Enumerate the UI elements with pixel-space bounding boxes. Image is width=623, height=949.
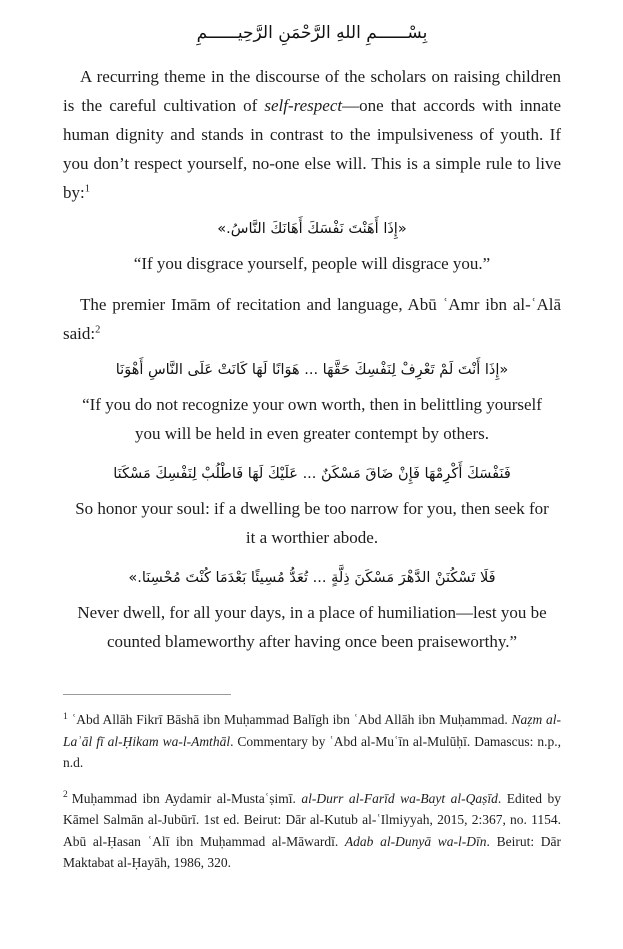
arabic-verse-2: فَنَفْسَكَ أَكْرِمْهَا فَإِنْ ضَاقَ مَسْكَنٌ ... عَلَيْكَ لَهَا فَاطْلُبْ لِنَفْسِكَ مَسْكَنَا	[113, 466, 511, 482]
footnote-1-marker: 1	[63, 711, 68, 722]
bismillah-calligraphy: بِسْــــــمِ اللهِ الرَّحْمَنِ الرَّحِيــــــمِ	[196, 23, 428, 43]
footnote-2-text-2: . Edited by Kāmel Salmān al-Jubūrī. 1st ed. Beirut: Dār al-Kutub al-ʿIlmiyyah, 2015, 2:367, no. 1154. Abū al-Ḥasan ʿAlī ibn Muḥammad al-Māwardī.	[63, 790, 561, 849]
arabic-verse-1: «إِذَا أَنْتَ لَمْ تَعْرِفْ لِنَفْسِكَ حَقَّهَا ... هَوَانًا لَهَا كَانَتْ عَلَى النَّاسِ أَهْوَنَا	[115, 362, 509, 378]
footnote-1	[63, 709, 561, 774]
footnote-1-text-1: ʿAbd Allāh Fikrī Bāshā ibn Muḥammad Balīgh ibn ʿAbd Allāh ibn Muḥammad.	[71, 712, 512, 727]
arabic-quote-1: «إِذَا أَهَنْتَ نَفْسَكَ أَهَانَكَ النَّاسُ.»	[217, 221, 407, 237]
translation-verse-1: “If you do not recognize your own worth, then in belittling yourself you will be held in even greater contempt by others.	[82, 395, 542, 443]
footnote-2-title-italic-1: al-Durr al-Farīd wa-Bayt al-Qaṣīd	[301, 790, 498, 806]
translation-quote-1: “If you disgrace yourself, people will disgrace you.”	[133, 254, 491, 273]
translation-verse-2: So honor your soul: if a dwelling be too narrow for you, then seek for it a worthier abode.	[75, 499, 549, 547]
footnote-2-text-3: . Beirut: Dār Maktabat al-Ḥayāh, 1986, 320.	[63, 833, 562, 870]
footnote-2-title-italic-2: Adab al-Dunyā wa-l-Dīn	[344, 833, 487, 849]
paragraph-intro	[63, 62, 561, 207]
arabic-verse-3: فَلَا تَسْكُنَنْ الدَّهْرَ مَسْكَنَ ذِلَّةٍ ... تُعَدُّ مُسِيئًا بَعْدَمَا كُنْتَ مُحْسِنَا.»	[128, 570, 496, 586]
footnote-1-title-italic: Naẓm al-Laʾāl fī al-Ḥikam wa-l-Amthāl	[63, 712, 561, 749]
paragraph-intro-text-1: A recurring theme in the discourse of the scholars on raising children is the careful cultivation of	[63, 67, 561, 115]
paragraph-imam	[63, 290, 561, 348]
footnote-1-text-2: . Commentary by ʿAbd al-Muʿīn al-Mulūḥī. Damascus: n.p., n.d.	[63, 733, 561, 770]
footnote-2	[63, 788, 561, 874]
footnote-2-text-1: Muḥammad ibn Aydamir al-Mustaʿṣimī.	[71, 790, 302, 806]
footnote-ref-2: 2	[95, 324, 101, 336]
paragraph-imam-text: The premier Imām of recitation and language, Abū ʿAmr ibn al-ʿAlā said:	[63, 295, 561, 343]
paragraph-intro-italic: self-respect	[264, 96, 343, 115]
footnote-2-marker: 2	[63, 790, 68, 800]
footnote-ref-1: 1	[84, 183, 90, 195]
translation-verse-3: Never dwell, for all your days, in a place of humiliation—lest you be counted blameworthy after having once been praiseworthy.”	[77, 603, 547, 651]
footnote-divider	[63, 694, 231, 695]
paragraph-intro-text-2: —one that accords with innate human dignity and stands in contrast to the impulsiveness of youth. If you don’t respect yourself, no-one else will. This is a simple rule to live by:	[63, 96, 561, 202]
